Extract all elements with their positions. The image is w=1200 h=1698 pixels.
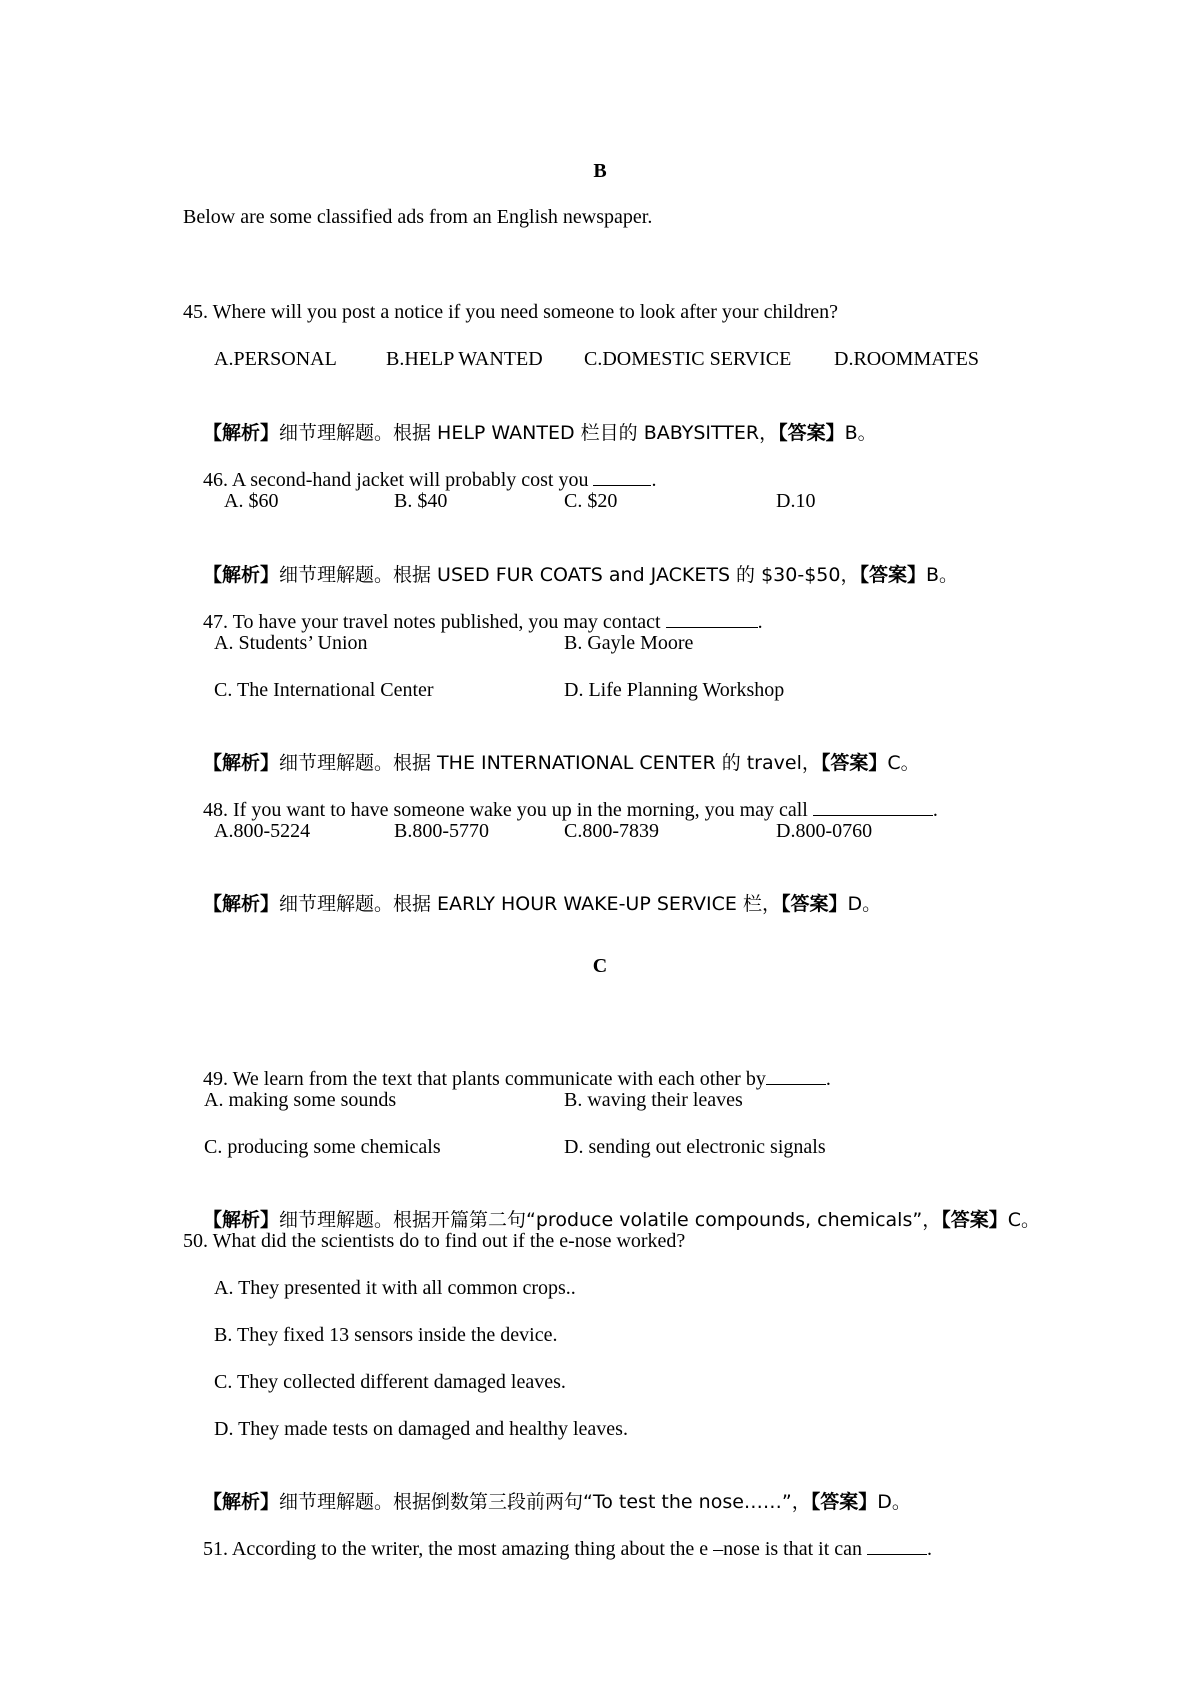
q49-stem-text: 49. We learn from the text that plants communicate with each other by: [203, 1068, 766, 1090]
answer-text: D。: [847, 893, 882, 915]
analysis-tag: 【解析】: [203, 1491, 280, 1513]
analysis-tag: 【解析】: [203, 893, 280, 915]
question-50-stem: 50. What did the scientists do to find out if the e-nose worked?: [183, 1230, 686, 1252]
q46-option-b: B. $40: [394, 490, 448, 512]
q50-option-c: C. They collected different damaged leaves.: [214, 1371, 566, 1393]
answer-text: B。: [844, 422, 877, 444]
q46-option-a: A. $60: [224, 490, 279, 512]
section-c-heading: C: [592, 955, 608, 977]
analysis-text: 细节理解题。根据 USED FUR COATS and JACKETS 的 $30-$50，: [279, 564, 860, 586]
q46-stem-end: .: [651, 469, 657, 491]
answer-tag: 【答案】: [820, 752, 888, 774]
q49-option-b: B. waving their leaves: [564, 1089, 743, 1111]
answer-tag: 【答案】: [810, 1491, 878, 1513]
q47-option-d: D. Life Planning Workshop: [564, 679, 785, 701]
analysis-tag: 【解析】: [203, 752, 280, 774]
q48-analysis: [183, 865, 881, 943]
q48-option-d: D.800-0760: [776, 820, 873, 842]
q45-option-a: A.PERSONAL: [214, 348, 337, 370]
q47-stem-end: .: [757, 611, 763, 633]
q45-option-c: C.DOMESTIC SERVICE: [584, 348, 792, 370]
q48-stem-end: .: [932, 799, 938, 821]
q47-option-b: B. Gayle Moore: [564, 632, 694, 654]
answer-blank: [867, 1536, 927, 1555]
q48-option-b: B.800-5770: [394, 820, 489, 842]
q47-option-a: A. Students’ Union: [214, 632, 368, 654]
q51-stem-end: .: [927, 1538, 933, 1560]
answer-text: C。: [1007, 1209, 1041, 1231]
answer-text: C。: [887, 752, 920, 774]
q51-stem-text: 51. According to the writer, the most amazing thing about the e –nose is that it can: [203, 1538, 868, 1560]
analysis-tag: 【解析】: [203, 1209, 280, 1231]
answer-tag: 【答案】: [778, 422, 845, 444]
analysis-text: 细节理解题。根据 EARLY HOUR WAKE-UP SERVICE 栏，: [279, 893, 781, 915]
q50-option-d: D. They made tests on damaged and healthy leaves.: [214, 1418, 628, 1440]
q50-option-a: A. They presented it with all common crops..: [214, 1277, 576, 1299]
answer-blank: [766, 1066, 826, 1085]
analysis-text: 细节理解题。根据开篇第二句“produce volatile compounds, chemicals”，: [279, 1209, 942, 1231]
answer-tag: 【答案】: [780, 893, 848, 915]
q48-stem-text: 48. If you want to have someone wake you up in the morning, you may call: [203, 799, 813, 821]
q48-option-a: A.800-5224: [214, 820, 311, 842]
q45-option-d: D.ROOMMATES: [834, 348, 980, 370]
q46-stem-text: 46. A second-hand jacket will probably cost you: [203, 469, 594, 491]
q49-option-c: C. producing some chemicals: [204, 1136, 441, 1158]
q46-option-c: C. $20: [564, 490, 618, 512]
answer-text: B。: [926, 564, 959, 586]
answer-tag: 【答案】: [941, 1209, 1008, 1231]
q47-stem-text: 47. To have your travel notes published, you may contact: [203, 611, 666, 633]
answer-blank: [666, 609, 758, 628]
answer-text: D。: [877, 1491, 911, 1513]
answer-blank: [593, 467, 651, 486]
answer-blank: [813, 797, 933, 816]
question-45-stem: 45. Where will you post a notice if you need someone to look after your children?: [183, 301, 838, 323]
answer-tag: 【答案】: [859, 564, 926, 586]
analysis-tag: 【解析】: [203, 422, 280, 444]
analysis-text: 细节理解题。根据 THE INTERNATIONAL CENTER 的 travel，: [279, 752, 821, 774]
section-b-intro: Below are some classified ads from an English newspaper.: [183, 206, 653, 228]
q46-option-d: D.10: [776, 490, 816, 512]
section-b-heading: B: [593, 160, 607, 182]
question-51-stem: [183, 1510, 932, 1588]
q49-option-d: D. sending out electronic signals: [564, 1136, 826, 1158]
q48-option-c: C.800-7839: [564, 820, 659, 842]
q47-option-c: C. The International Center: [214, 679, 434, 701]
analysis-text: 细节理解题。根据倒数第三段前两句“To test the nose……”，: [279, 1491, 811, 1513]
q49-option-a: A. making some sounds: [204, 1089, 397, 1111]
q49-stem-end: .: [825, 1068, 831, 1090]
q45-option-b: B.HELP WANTED: [386, 348, 543, 370]
analysis-text: 细节理解题。根据 HELP WANTED 栏目的 BABYSITTER，: [279, 422, 779, 444]
analysis-tag: 【解析】: [203, 564, 280, 586]
q50-option-b: B. They fixed 13 sensors inside the device.: [214, 1324, 558, 1346]
